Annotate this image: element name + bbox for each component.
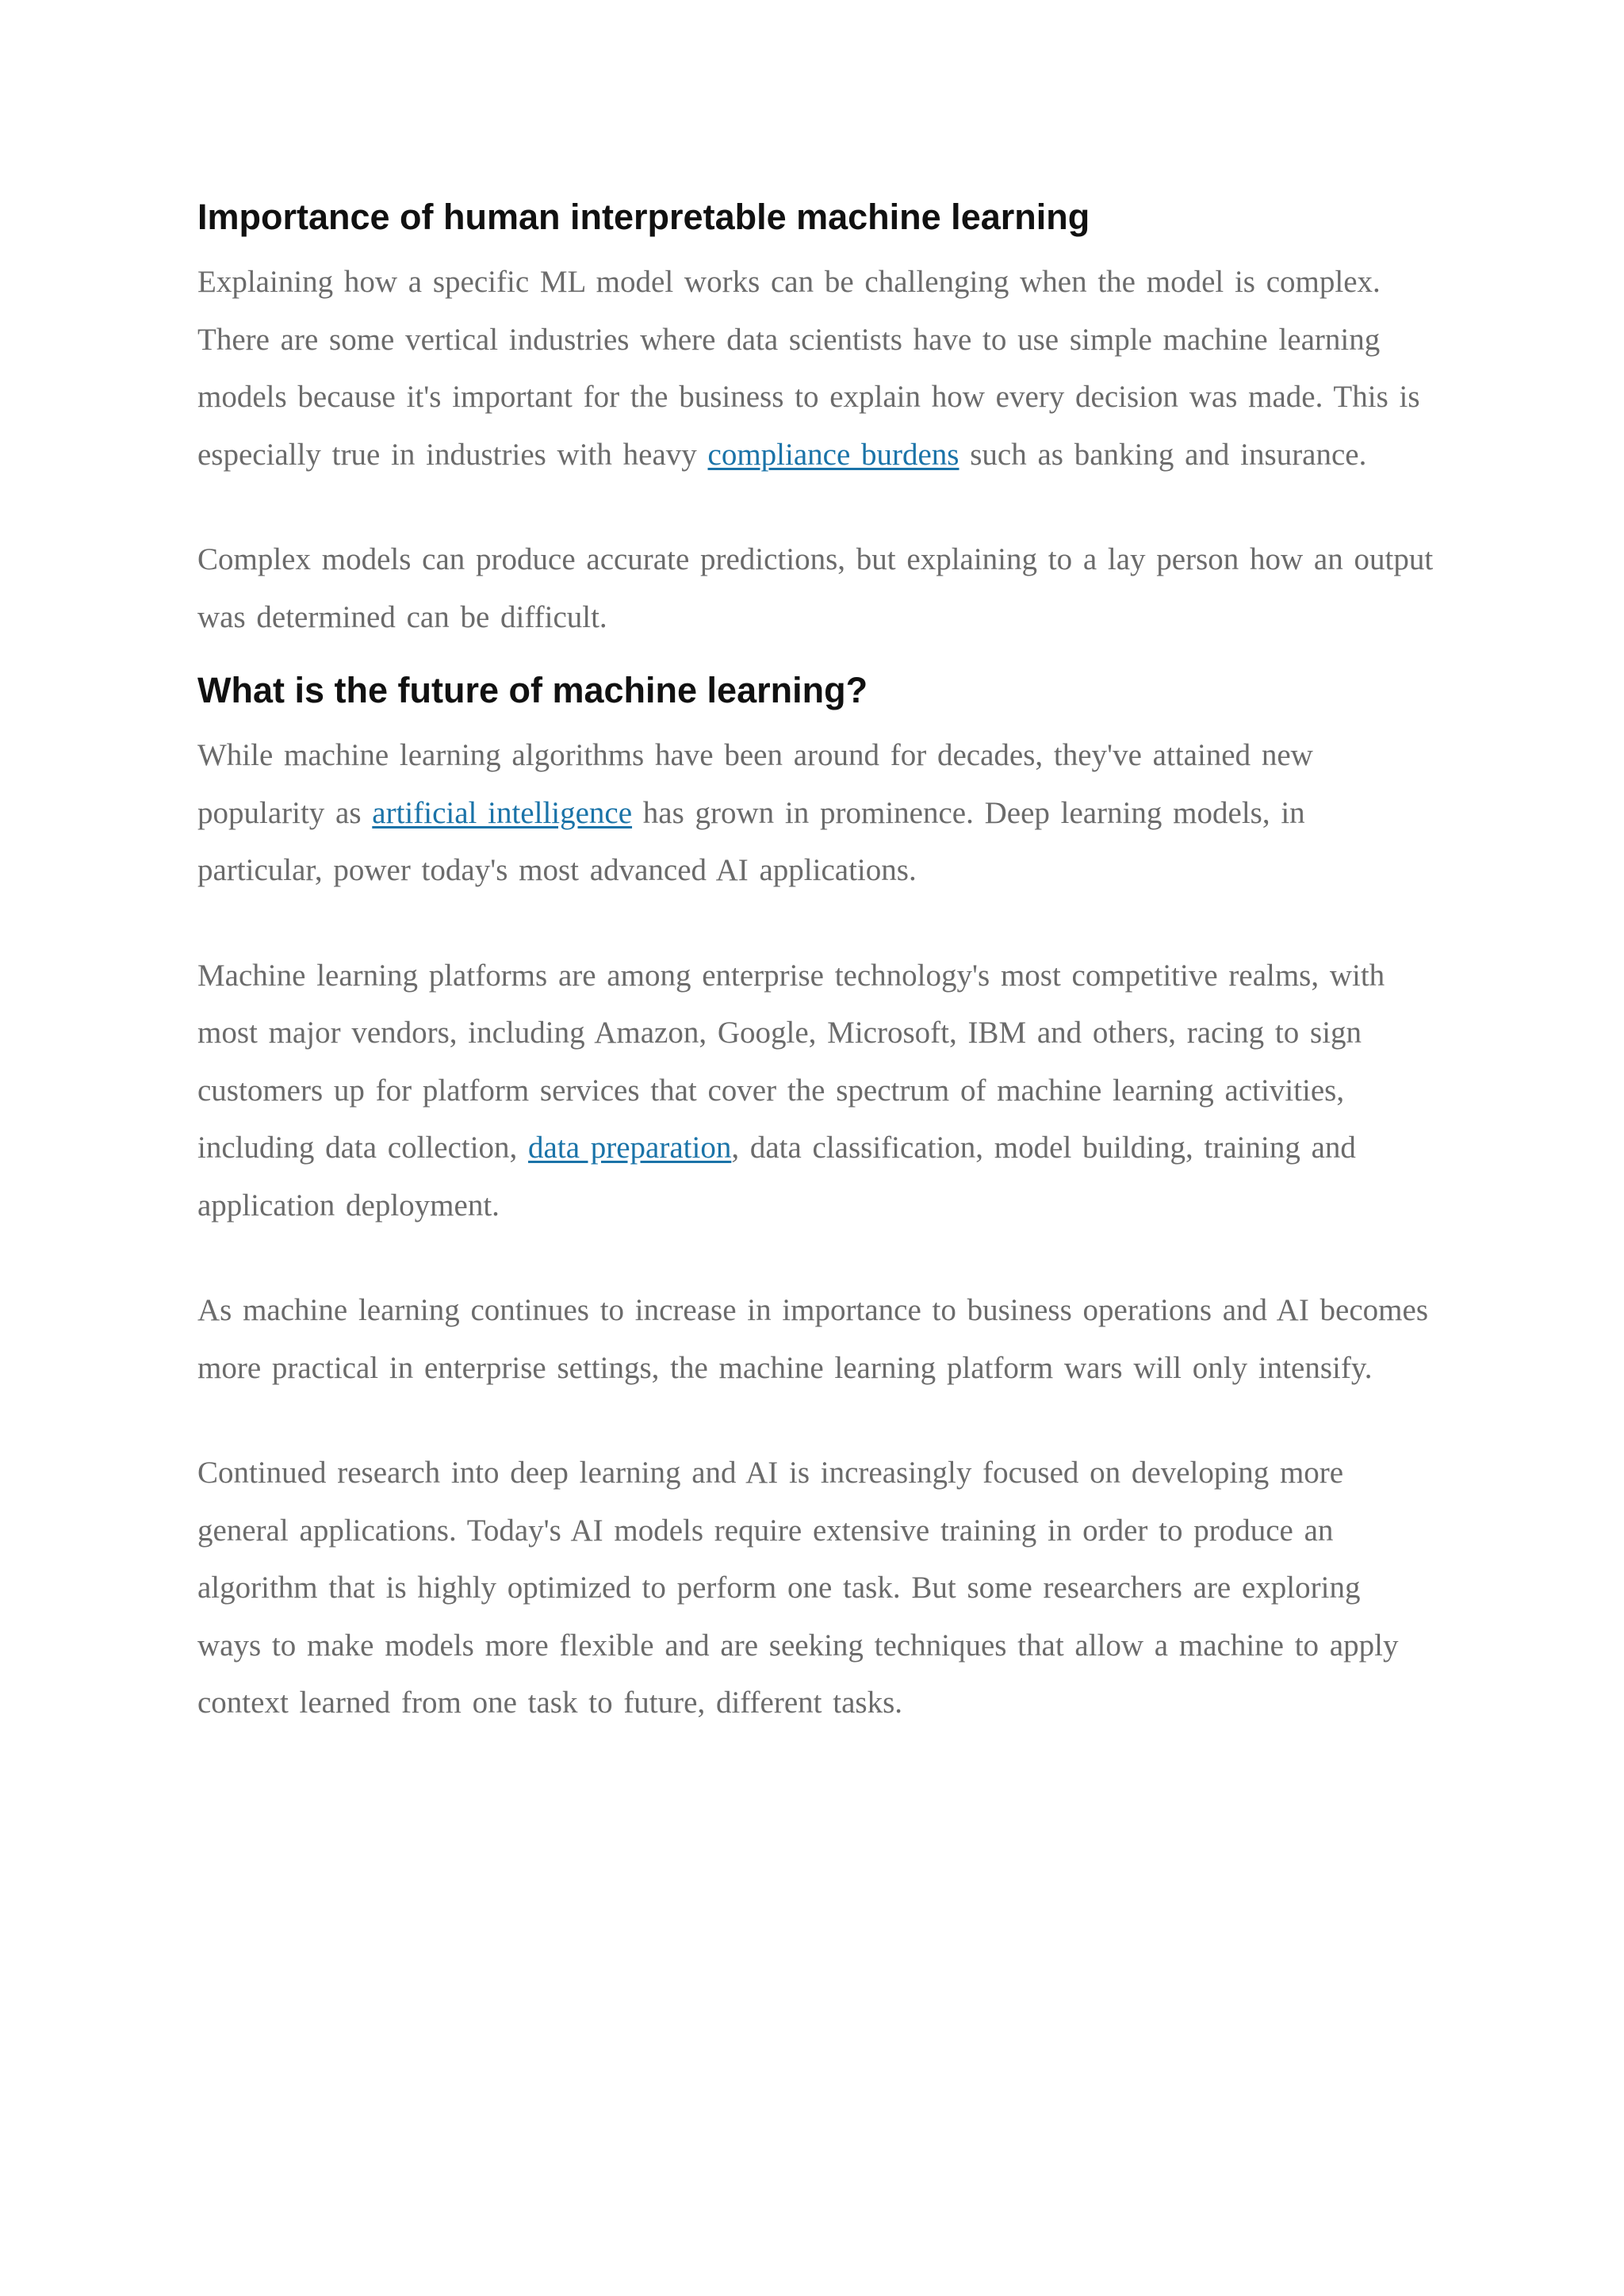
paragraph-explaining-models (197, 254, 1434, 484)
paragraph-text: While machine learning algorithms have been around for decades, they've attained new popularity as (197, 738, 1313, 830)
paragraph-ml-popularity (197, 727, 1434, 900)
paragraph-text: has grown in prominence. Deep learning models, in particular, power today's most advanced AI applications. (197, 795, 1305, 887)
paragraph-text: Machine learning platforms are among enterprise technology's most competitive realms, with most major vendors, including Amazon, Google, Microsoft, IBM and others, racing to sign customers up for platform services that cover the spectrum of machine learning activities, including data collection, (197, 958, 1385, 1165)
section-heading-future-ml: What is the future of machine learning? (197, 670, 868, 710)
link-compliance-burdens[interactable]: compliance burdens (707, 437, 959, 472)
document-content (197, 189, 1434, 1732)
paragraph-text: such as banking and insurance. (959, 437, 1367, 472)
link-data-preparation[interactable]: data preparation (528, 1131, 732, 1165)
paragraph-text: , data classification, model building, training and application deployment. (197, 1131, 1356, 1223)
paragraph-platform-wars: As machine learning continues to increase in importance to business operations and AI becomes more practical in enterprise settings, the machine learning platform wars will only intensify. (197, 1293, 1428, 1385)
section-heading-interpretable-ml: Importance of human interpretable machine learning (197, 197, 1090, 237)
paragraph-text: Explaining how a specific ML model works can be challenging when the model is complex. There are some vertical industries where data scientists have to use simple machine learning models because it's important for the business to explain how every decision was made. This is especially true in industries with heavy (197, 265, 1420, 472)
link-artificial-intelligence[interactable]: artificial intelligence (372, 795, 633, 830)
paragraph-complex-models: Complex models can produce accurate predictions, but explaining to a lay person how an output was determined can be difficult. (197, 542, 1434, 634)
paragraph-continued-research: Continued research into deep learning and AI is increasingly focused on developing more general applications. Today's AI models require extensive training in order to produce an algorithm that is highly optimized to perform one task. But some researchers are exploring ways to make models more flexible and are seeking techniques that allow a machine to apply context learned from one task to future, different tasks. (197, 1456, 1399, 1720)
paragraph-ml-platforms (197, 947, 1434, 1235)
